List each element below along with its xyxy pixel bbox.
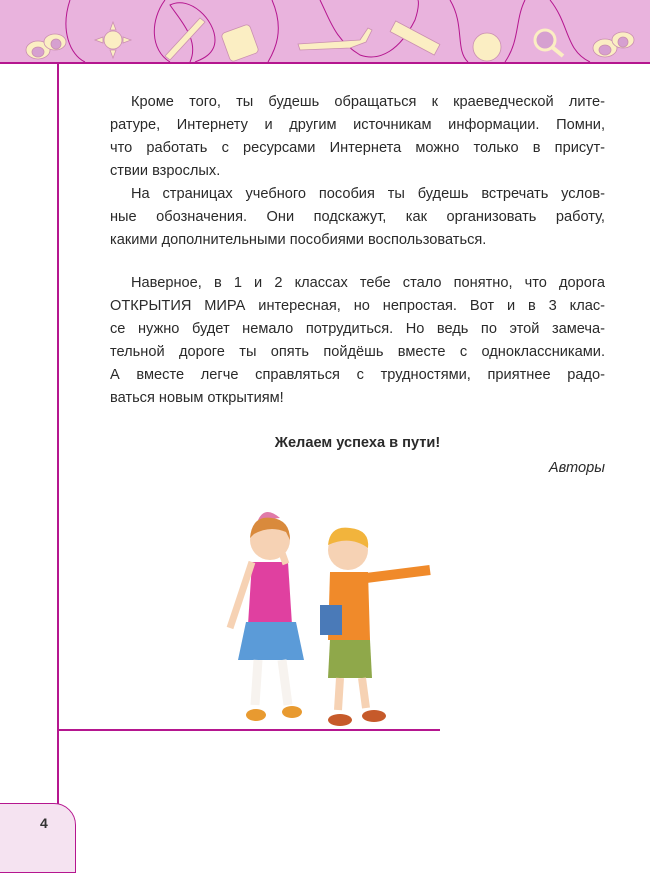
- magnifier-icon: [535, 30, 563, 56]
- paragraph-3: [110, 272, 605, 410]
- paragraph-1: [110, 91, 605, 183]
- text-line: что работать с ресурсами Интернета можно только в присут-: [110, 140, 605, 156]
- binoculars-icon: [593, 32, 634, 57]
- text-line: А вместе легче справляться с трудностями, приятнее радо-: [110, 367, 605, 383]
- text-line: Кроме того, ты будешь обращаться к краеведческой лите-: [131, 94, 605, 110]
- paragraph-2: [110, 183, 605, 252]
- sun-icon: [95, 22, 131, 58]
- ruler-icon: [390, 21, 440, 55]
- page-number-box: [0, 803, 76, 873]
- text-line: ратуре, Интернету и другим источникам информации. Помни,: [110, 117, 605, 133]
- boy-figure: [320, 528, 430, 726]
- airplane-icon: [298, 28, 372, 50]
- text-line: какими дополнительными пособиями воспользоваться.: [110, 232, 487, 248]
- page-number: 4: [40, 815, 48, 831]
- margin-line-vertical: [57, 64, 59, 804]
- wish-heading: Желаем успеха в пути!: [274, 435, 441, 451]
- girl-figure: [230, 512, 304, 721]
- header-decoration: [0, 0, 650, 62]
- text-line: ОТКРЫТИЯ МИРА интересная, но непростая. Вот и в 3 клас-: [110, 298, 605, 314]
- body-text: [110, 91, 605, 480]
- pencil-icon: [165, 18, 205, 60]
- text-line: ваться новым открытиям!: [110, 390, 284, 406]
- text-line: На страницах учебного пособия ты будешь встречать услов-: [131, 186, 605, 202]
- text-line: тельной дороге ты опять пойдёшь вместе с одноклассниками.: [110, 344, 605, 360]
- page-header-banner: [0, 0, 650, 64]
- text-line: Наверное, в 1 и 2 классах тебе стало понятно, что дорога: [131, 275, 605, 291]
- telephone-icon: [221, 24, 259, 62]
- binoculars-icon: [26, 34, 66, 59]
- stopwatch-icon: [473, 33, 501, 61]
- text-line: ствии взрослых.: [110, 163, 221, 179]
- text-line: ные обозначения. Они подскажут, как организовать работу,: [110, 209, 605, 225]
- text-line: се нужно будет немало потрудиться. Но ведь по этой замеча-: [110, 321, 605, 337]
- children-illustration: [220, 500, 440, 735]
- authors-signature: Авторы: [548, 460, 605, 476]
